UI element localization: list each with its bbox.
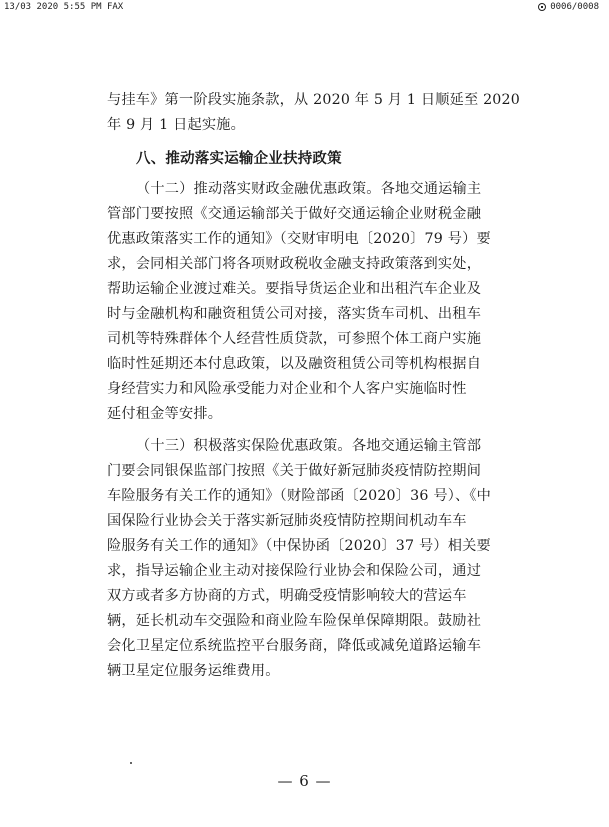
- body-line: 临时性延期还本付息政策，以及融资租赁公司等机构根据自: [107, 356, 482, 372]
- section-heading: 八、推动落实运输企业扶持政策: [136, 151, 342, 167]
- page-number: — 6 —: [277, 772, 332, 790]
- body-line: 辆，延长机动车交强险和商业险车险保单保障期限。鼓励社: [107, 613, 482, 629]
- fax-header: [0, 0, 609, 14]
- body-line: 优惠政策落实工作的通知》（交财审明电〔2020〕79 号）要: [107, 231, 491, 247]
- body-line: 管部门要按照《交通运输部关于做好交通运输企业财税金融: [107, 206, 482, 222]
- body-line: 求，指导运输企业主动对接保险行业协会和保险公司，通过: [107, 563, 482, 579]
- fax-page-counter: [538, 2, 599, 12]
- body-line: 辆卫星定位服务运维费用。: [107, 663, 280, 679]
- scan-speck: [130, 762, 132, 764]
- fax-timestamp: 13/03 2020 5:55 PM FAX: [4, 2, 124, 12]
- body-line: 时与金融机构和融资租赁公司对接，落实货车司机、出租车: [107, 306, 482, 322]
- paragraph-13-start: （十三）积极落实保险优惠政策。各地交通运输主管部: [136, 438, 482, 454]
- body-line: 双方或者多方协商的方式，明确受疫情影响较大的营运车: [107, 588, 467, 604]
- body-line: 与挂车》第一阶段实施条款，从 2020 年 5 月 1 日顺延至 2020: [107, 92, 520, 108]
- document-body: [107, 88, 520, 684]
- paragraph-12-start: （十二）推动落实财政金融优惠政策。各地交通运输主: [136, 181, 482, 197]
- body-line: 年 9 月 1 日起实施。: [107, 117, 246, 133]
- body-line: 身经营实力和风险承受能力对企业和个人客户实施临时性: [107, 381, 467, 397]
- body-line: 险服务有关工作的通知》（中保协函〔2020〕37 号）相关要: [107, 538, 491, 554]
- body-line: 会化卫星定位系统监控平台服务商，降低或减免道路运输车: [107, 638, 482, 654]
- body-line: 国保险行业协会关于落实新冠肺炎疫情防控期间机动车车: [107, 513, 467, 529]
- body-line: 帮助运输企业渡过难关。要指导货运企业和出租汽车企业及: [107, 281, 482, 297]
- body-line: 门要会同银保监部门按照《关于做好新冠肺炎疫情防控期间: [107, 463, 482, 479]
- body-line: 求，会同相关部门将各项财政税收金融支持政策落到实处，: [107, 256, 482, 272]
- body-line: 车险服务有关工作的通知》（财险部函〔2020〕36 号）、《中: [107, 488, 492, 504]
- fax-status-icon: [538, 3, 546, 11]
- body-line: 司机等特殊群体个人经营性质贷款，可参照个体工商户实施: [107, 331, 482, 347]
- fax-page-count: 0006/0008: [550, 2, 599, 12]
- body-line: 延付租金等安排。: [107, 406, 223, 422]
